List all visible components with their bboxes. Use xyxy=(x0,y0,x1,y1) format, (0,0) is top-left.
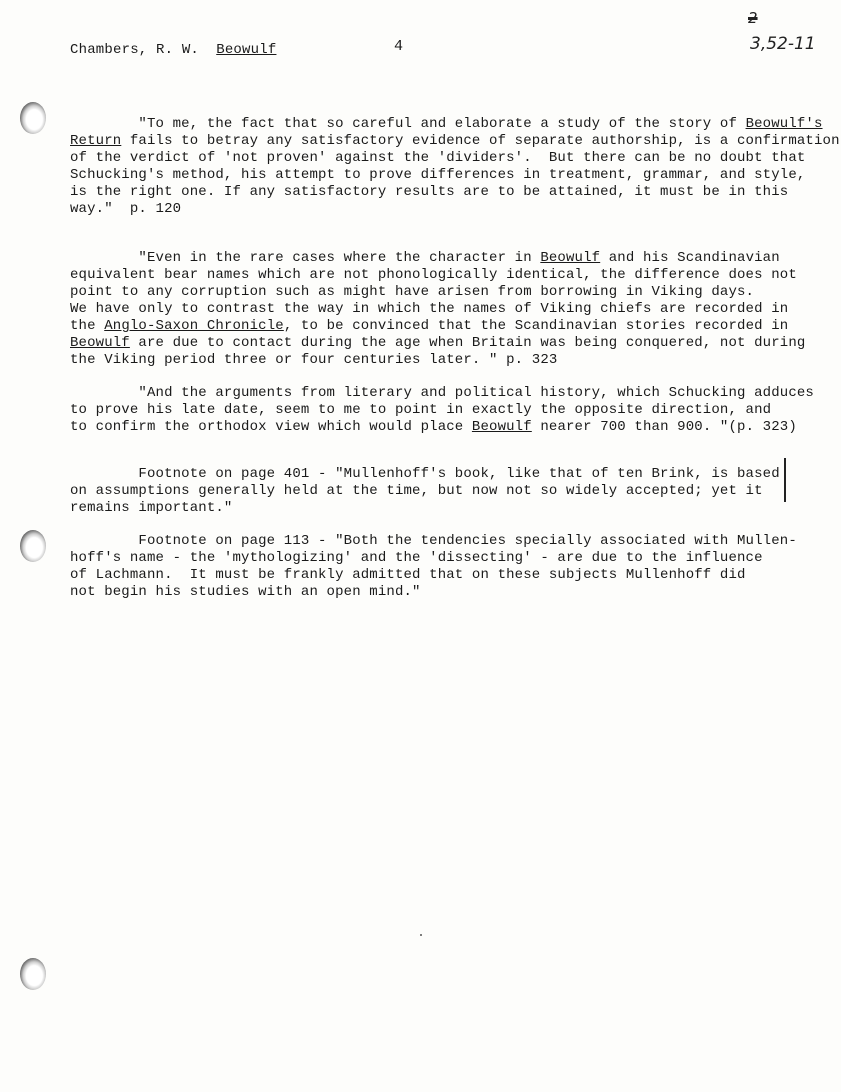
text-line xyxy=(70,550,763,567)
underlined-title: Anglo-Saxon Chronicle xyxy=(104,318,284,334)
text-run: fails to betray any satisfactory evidence of separate authorship, is a confirmation xyxy=(121,133,840,149)
punch-hole-middle xyxy=(20,530,46,562)
text-run: is the right one. If any satisfactory results are to be attained, it must be in this xyxy=(70,184,789,200)
text-run: the Viking period three or four centuries later. " p. 323 xyxy=(70,352,558,368)
stray-mark xyxy=(420,934,422,936)
text-run: of Lachmann. It must be frankly admitted that on these subjects Mullenhoff did xyxy=(70,567,746,583)
underlined-title: Return xyxy=(70,133,122,149)
text-run: Footnote on page 113 - "Both the tendencies specially associated with Mullen- xyxy=(70,533,797,549)
text-line xyxy=(70,167,805,184)
underlined-title: Beowulf xyxy=(70,335,130,351)
page-number: 4 xyxy=(394,38,404,55)
text-run: We have only to contrast the way in which the names of Viking chiefs are recorded in xyxy=(70,301,789,317)
text-run: point to any corruption such as might have arisen from borrowing in Viking days. xyxy=(70,284,755,300)
text-line xyxy=(70,352,557,369)
text-line xyxy=(70,385,814,402)
text-run: to confirm the orthodox view which would place xyxy=(70,419,472,435)
text-run: nearer 700 than 900. "(p. 323) xyxy=(531,419,797,435)
text-run: Schucking's method, his attempt to prove differences in treatment, grammar, and style, xyxy=(70,167,806,183)
text-line xyxy=(70,284,754,301)
text-line xyxy=(70,201,181,218)
text-run: on assumptions generally held at the time, but now not so widely accepted; yet it xyxy=(70,483,763,499)
text-run: "To me, the fact that so careful and elaborate a study of the story of xyxy=(70,116,746,132)
text-line xyxy=(70,500,232,517)
text-line xyxy=(70,116,823,133)
text-run: to prove his late date, seem to me to point in exactly the opposite direction, and xyxy=(70,402,772,418)
text-run: "Even in the rare cases where the character in xyxy=(70,250,541,266)
text-line xyxy=(70,184,788,201)
text-line xyxy=(70,301,788,318)
text-line xyxy=(70,267,797,284)
text-line xyxy=(70,483,763,500)
header-author: Chambers, R. W. Beowulf xyxy=(70,42,277,58)
text-line xyxy=(70,466,780,483)
text-run: are due to contact during the age when Britain was being conquered, not during xyxy=(129,335,806,351)
text-line xyxy=(70,250,780,267)
underlined-title: Beowulf xyxy=(540,250,601,266)
text-run: way." p. 120 xyxy=(70,201,182,217)
handwritten-note: 3,52-11 xyxy=(750,34,816,54)
text-line xyxy=(70,133,840,150)
text-run: of the verdict of 'not proven' against the 'dividers'. But there can be no doubt that xyxy=(70,150,806,166)
text-line xyxy=(70,584,421,601)
text-line xyxy=(70,318,788,335)
text-run: Footnote on page 401 - "Mullenhoff's book, like that of ten Brink, is based xyxy=(70,466,780,482)
header-title: Beowulf xyxy=(216,42,277,58)
punch-hole-top xyxy=(20,102,46,134)
handwritten-old-note: 2 xyxy=(748,9,758,27)
margin-mark xyxy=(784,458,786,502)
underlined-title: Beowulf xyxy=(471,419,532,435)
text-run: remains important." xyxy=(70,500,233,516)
text-run: hoff's name - the 'mythologizing' and the 'dissecting' - are due to the influence xyxy=(70,550,763,566)
text-line xyxy=(70,402,771,419)
text-run: "And the arguments from literary and political history, which Schucking adduces xyxy=(70,385,814,401)
text-line xyxy=(70,150,805,167)
text-run: not begin his studies with an open mind." xyxy=(70,584,421,600)
text-line xyxy=(70,419,797,436)
text-run: equivalent bear names which are not phonologically identical, the difference does not xyxy=(70,267,797,283)
punch-hole-bottom xyxy=(20,958,46,990)
text-run: the xyxy=(70,318,105,334)
underlined-title: Beowulf's xyxy=(745,116,823,132)
text-run: and his Scandinavian xyxy=(600,250,780,266)
text-line xyxy=(70,335,805,352)
text-line xyxy=(70,533,797,550)
text-run: , to be convinced that the Scandinavian stories recorded in xyxy=(283,318,789,334)
text-line xyxy=(70,567,746,584)
